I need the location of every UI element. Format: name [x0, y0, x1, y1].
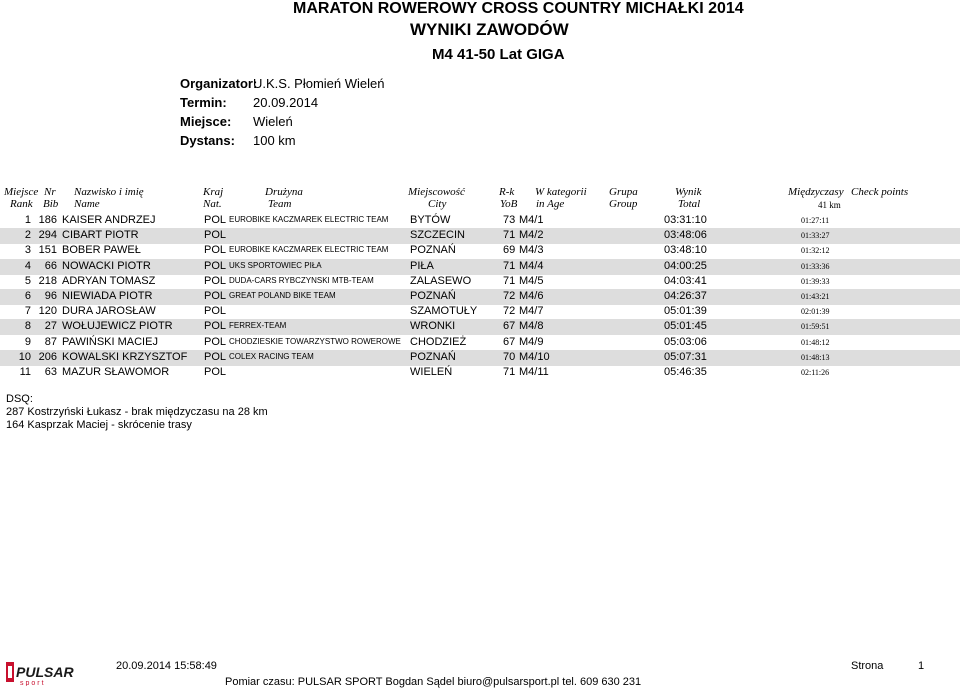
table-row — [0, 243, 960, 259]
cell-total: 04:00:25 — [664, 259, 707, 272]
cell-rank: 4 — [24, 259, 31, 272]
cell-name: ADRYAN TOMASZ — [62, 274, 156, 287]
cell-nat: POL — [204, 214, 227, 226]
col-city-pl: Miejscowość — [408, 186, 465, 198]
cell-rank: 5 — [24, 274, 31, 287]
table-row — [0, 350, 960, 366]
cell-split: 01:48:13 — [801, 352, 830, 362]
cell-city: POZNAŃ — [410, 290, 456, 302]
cell-total: 05:01:39 — [664, 305, 707, 318]
organizator-value: U.K.S. Płomień Wieleń — [253, 76, 385, 91]
cell-nat: POL — [204, 335, 227, 348]
cell-yob: 71 — [503, 366, 516, 378]
cell-city: WIELEŃ — [410, 366, 453, 378]
cell-yob: 67 — [503, 335, 516, 348]
cell-cat: M4/3 — [519, 244, 544, 257]
col-bib-en: Bib — [43, 198, 59, 210]
cell-total: 04:26:37 — [664, 290, 707, 302]
cell-bib: 218 — [38, 274, 57, 287]
col-bib-pl: Nr — [44, 186, 56, 198]
cell-nat: POL — [204, 350, 227, 363]
cell-yob: 67 — [503, 320, 516, 333]
cell-nat: POL — [204, 229, 227, 242]
cell-city: WRONKI — [410, 320, 456, 333]
col-split-pl: Międzyczasy — [788, 186, 844, 198]
cell-rank: 3 — [24, 244, 31, 257]
col-team-en: Team — [268, 198, 292, 210]
cell-city: CHODZIEŻ — [410, 335, 467, 348]
miejsce-label: Miejsce: — [180, 114, 232, 129]
cell-yob: 72 — [503, 305, 516, 318]
logo-sub: sport — [20, 680, 46, 686]
page-label: Strona — [851, 660, 884, 672]
organizator-label: Organizator: — [180, 76, 258, 91]
cell-yob: 72 — [503, 290, 516, 302]
table-row — [0, 365, 960, 381]
miejsce-value: Wieleń — [253, 114, 293, 129]
cell-bib: 96 — [44, 290, 57, 302]
cell-cat: M4/11 — [519, 366, 549, 378]
cell-city: BYTÓW — [410, 214, 451, 226]
cell-name: PAWIŃSKI MACIEJ — [62, 335, 158, 348]
timing-credit: Pomiar czasu: PULSAR SPORT Bogdan Sądel biuro@pulsarsport.pl tel. 609 630 231 — [225, 676, 642, 688]
cell-split: 01:43:21 — [801, 292, 830, 301]
cell-rank: 9 — [24, 335, 31, 348]
cell-team: UKS SPORTOWIEC PIŁA — [229, 260, 322, 270]
page-title-line1: MARATON ROWEROWY CROSS COUNTRY MICHAŁKI 2014 — [293, 0, 744, 17]
cell-rank: 1 — [24, 214, 31, 226]
cell-nat: POL — [204, 366, 227, 378]
col-group-en: Group — [609, 198, 638, 210]
col-check-pl: Check points — [851, 186, 909, 198]
cell-split: 01:48:12 — [801, 337, 830, 347]
cell-split: 02:01:39 — [801, 307, 830, 317]
cell-cat: M4/5 — [519, 274, 544, 287]
col-total-en: Total — [678, 198, 701, 210]
cell-split: 01:32:12 — [801, 246, 830, 256]
cell-split: 01:33:36 — [801, 261, 830, 271]
col-nat-en: Nat. — [203, 198, 222, 210]
cell-yob: 70 — [503, 350, 516, 363]
cell-bib: 120 — [38, 305, 57, 318]
page-number: 1 — [918, 660, 925, 672]
cell-bib: 151 — [38, 244, 57, 257]
cell-city: ZALASEWO — [410, 274, 472, 287]
table-row — [0, 213, 960, 229]
cell-name: CIBART PIOTR — [62, 229, 139, 242]
table-row — [0, 289, 960, 305]
cell-yob: 71 — [503, 259, 516, 272]
table-row — [0, 319, 960, 335]
col-name-en: Name — [74, 198, 100, 210]
cell-bib: 186 — [38, 214, 57, 226]
col-team-pl: Drużyna — [265, 186, 303, 198]
cell-cat: M4/1 — [519, 214, 544, 226]
cell-total: 03:31:10 — [664, 214, 707, 226]
col-total-pl: Wynik — [675, 186, 702, 198]
col-city-en: City — [428, 198, 447, 210]
cell-total: 04:03:41 — [664, 274, 707, 287]
table-row — [0, 304, 960, 320]
cell-rank: 10 — [18, 350, 31, 363]
dsq-label: DSQ: — [6, 393, 33, 405]
cell-team: DUDA-CARS RYBCZYNSKI MTB-TEAM — [229, 275, 374, 285]
col-rank-pl: Miejsce — [4, 186, 39, 198]
cell-name: BOBER PAWEŁ — [62, 244, 141, 257]
dystans-value: 100 km — [253, 133, 296, 148]
col-yob-pl: R-k — [499, 186, 515, 198]
page-title-line2: WYNIKI ZAWODÓW — [410, 20, 569, 39]
cell-cat: M4/6 — [519, 290, 544, 302]
dsq-line: 164 Kasprzak Maciej - skrócenie trasy — [6, 419, 192, 431]
cell-cat: M4/10 — [519, 350, 550, 363]
table-row — [0, 228, 960, 244]
cell-nat: POL — [204, 244, 227, 257]
cell-city: POZNAŃ — [410, 350, 456, 363]
cell-split: 01:39:33 — [801, 276, 830, 286]
cell-rank: 2 — [24, 229, 31, 242]
table-row — [0, 274, 960, 290]
termin-value: 20.09.2014 — [253, 95, 319, 110]
cell-split: 01:27:11 — [801, 216, 830, 225]
cell-name: DURA JAROSŁAW — [62, 305, 156, 318]
cell-name: KOWALSKI KRZYSZTOF — [62, 350, 188, 363]
cell-yob: 69 — [503, 244, 516, 257]
cell-yob: 71 — [503, 229, 516, 242]
cell-name: MAZUR SŁAWOMOR — [62, 366, 170, 378]
cell-name: NIEWIADA PIOTR — [62, 290, 153, 302]
cell-bib: 27 — [44, 320, 57, 333]
cell-team: EUROBIKE KACZMAREK ELECTRIC TEAM — [229, 245, 389, 255]
cell-name: KAISER ANDRZEJ — [62, 214, 156, 226]
cell-bib: 63 — [44, 366, 57, 378]
cell-split: 01:33:27 — [801, 231, 830, 241]
cell-total: 03:48:06 — [664, 229, 707, 242]
pulsar-sport-logo — [6, 660, 76, 686]
col-cat-en: in Age — [536, 198, 565, 210]
cell-split: 02:11:26 — [801, 368, 830, 377]
col-cat-pl: W kategorii — [535, 186, 587, 198]
page-title-category: M4 41-50 Lat GIGA — [432, 46, 565, 63]
cell-city: SZAMOTUŁY — [410, 305, 478, 318]
cell-nat: POL — [204, 290, 227, 302]
cell-cat: M4/8 — [519, 320, 544, 333]
cell-total: 05:07:31 — [664, 350, 707, 363]
cell-rank: 6 — [24, 290, 31, 302]
cell-name: WOŁUJEWICZ PIOTR — [62, 320, 173, 333]
dystans-label: Dystans: — [180, 133, 235, 148]
cell-rank: 11 — [19, 366, 31, 378]
table-row — [0, 259, 960, 275]
cell-city: PIŁA — [410, 259, 434, 272]
cell-yob: 71 — [503, 274, 516, 287]
cell-total: 03:48:10 — [664, 244, 707, 257]
printed-timestamp: 20.09.2014 15:58:49 — [116, 660, 217, 672]
termin-label: Termin: — [180, 95, 227, 110]
table-row — [0, 335, 960, 351]
cell-rank: 8 — [24, 320, 31, 333]
logo-text: PULSAR — [16, 664, 74, 680]
cell-bib: 294 — [38, 229, 57, 242]
col-yob-en: YoB — [500, 198, 518, 210]
cell-nat: POL — [204, 259, 227, 272]
cell-cat: M4/9 — [519, 335, 544, 348]
cell-nat: POL — [204, 305, 227, 318]
cell-nat: POL — [204, 274, 227, 287]
cell-bib: 87 — [44, 335, 57, 348]
col-nat-pl: Kraj — [203, 186, 224, 198]
cell-rank: 7 — [24, 305, 31, 318]
col-group-pl: Grupa — [609, 186, 638, 198]
cell-team: EUROBIKE KACZMAREK ELECTRIC TEAM — [229, 215, 389, 224]
cell-yob: 73 — [503, 214, 516, 226]
cell-city: POZNAŃ — [410, 244, 456, 257]
cell-bib: 66 — [44, 259, 57, 272]
cell-cat: M4/7 — [519, 305, 544, 318]
cell-team: COLEX RACING TEAM — [229, 351, 314, 361]
cell-total: 05:01:45 — [664, 320, 707, 333]
col-rank-en: Rank — [10, 198, 33, 210]
cell-split: 01:59:51 — [801, 322, 830, 332]
cell-name: NOWACKI PIOTR — [62, 259, 151, 272]
cell-bib: 206 — [38, 350, 57, 363]
cell-team: FERREX-TEAM — [229, 321, 287, 331]
col-split-en: 41 km — [818, 200, 841, 210]
dsq-line: 287 Kostrzyński Łukasz - brak międzyczasu na 28 km — [6, 406, 268, 418]
cell-cat: M4/4 — [519, 259, 544, 272]
cell-city: SZCZECIN — [410, 229, 465, 242]
col-name-pl: Nazwisko i imię — [74, 186, 144, 198]
cell-cat: M4/2 — [519, 229, 544, 242]
cell-team: CHODZIESKIE TOWARZYSTWO ROWEROWE — [229, 336, 401, 346]
cell-team: GREAT POLAND BIKE TEAM — [229, 291, 336, 300]
cell-nat: POL — [204, 320, 227, 333]
cell-total: 05:46:35 — [664, 366, 707, 378]
cell-total: 05:03:06 — [664, 335, 707, 348]
